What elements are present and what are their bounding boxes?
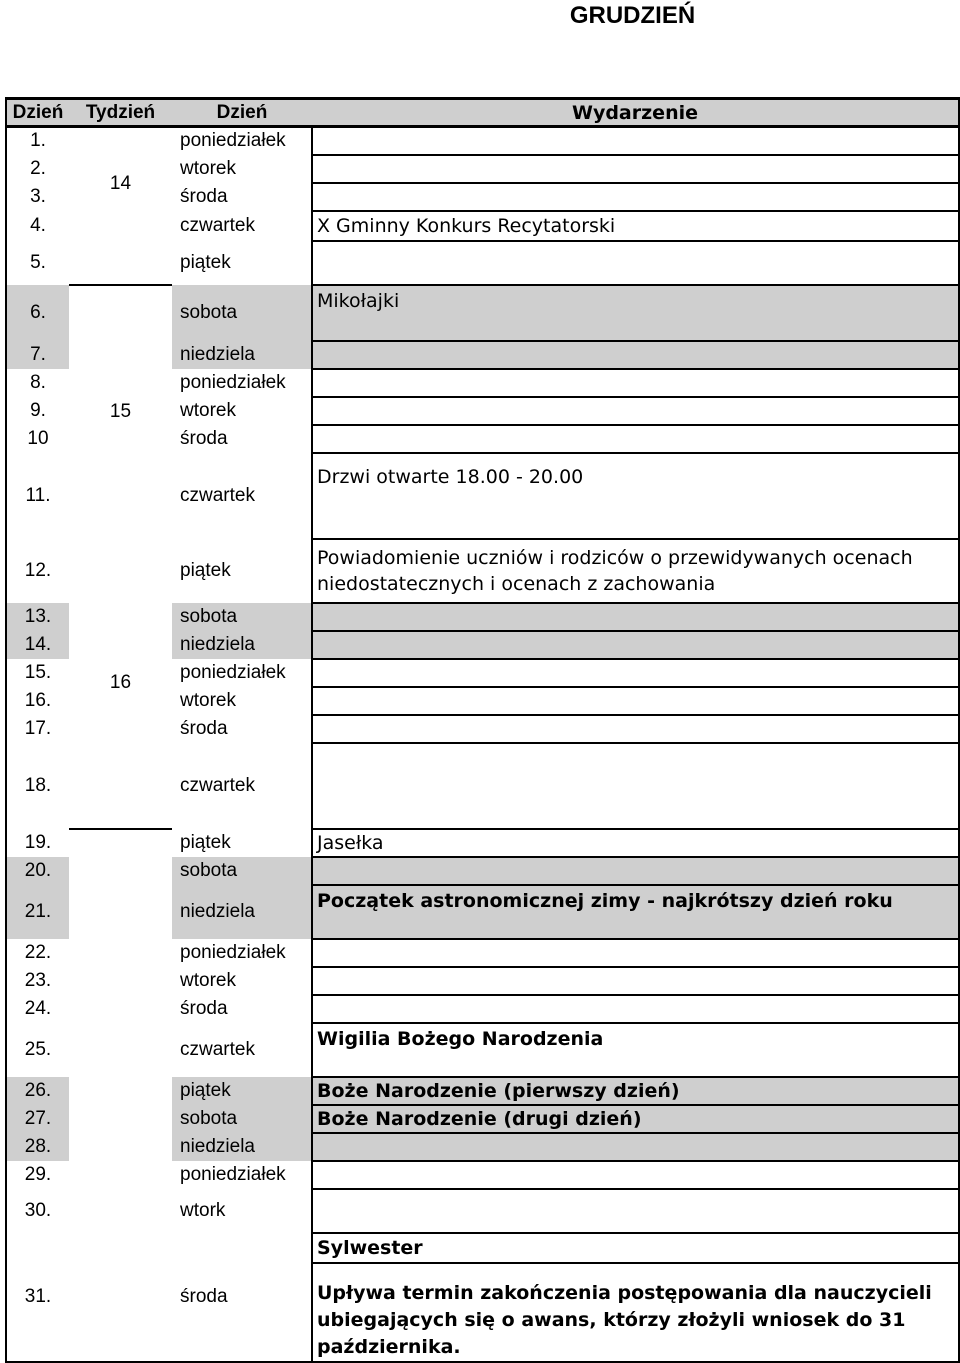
event-cell-31 <box>312 1233 959 1362</box>
day-number: 2. <box>30 157 46 179</box>
table-row <box>6 539 959 603</box>
day-number: 11. <box>25 484 51 506</box>
day-name: wtorek <box>180 399 236 421</box>
event-cell: Jasełka <box>312 829 959 857</box>
day-number: 17. <box>24 717 52 739</box>
day-name: niedziela <box>172 631 312 659</box>
header-event: Wydarzenie <box>312 99 959 127</box>
day-number: 23. <box>24 969 52 991</box>
day-name: poniedziałek <box>180 661 286 683</box>
day-name: poniedziałek <box>180 371 286 393</box>
event-cell <box>312 631 959 659</box>
day-number: 20. <box>6 857 69 885</box>
event-cell <box>312 743 959 829</box>
day-name: czwartek <box>180 1038 255 1060</box>
day-name: wtorek <box>180 689 236 711</box>
day-number: 16. <box>24 689 52 711</box>
day-name: środa <box>180 185 228 207</box>
day-number: 31. <box>24 1285 52 1307</box>
day-number: 10 <box>27 427 49 449</box>
day-number: 25. <box>24 1038 52 1060</box>
day-name: czwartek <box>180 214 255 236</box>
day-number: 5. <box>30 251 46 273</box>
day-number: 22. <box>24 941 52 963</box>
week-number: 16 <box>69 539 172 829</box>
header-week: Tydzień <box>69 99 172 127</box>
day-name: piątek <box>180 251 231 273</box>
header-day: Dzień <box>6 99 69 127</box>
event-cell <box>312 369 959 397</box>
day-number: 29. <box>24 1163 52 1185</box>
event-cell <box>312 425 959 453</box>
day-number: 4. <box>30 214 46 236</box>
event-cell: Boże Narodzenie (pierwszy dzień) <box>312 1077 959 1105</box>
event-cell <box>312 659 959 687</box>
day-number: 26. <box>6 1077 69 1105</box>
day-name: środa <box>180 997 228 1019</box>
calendar-table <box>5 97 960 1363</box>
day-name: czwartek <box>180 774 255 796</box>
day-name: sobota <box>172 857 312 885</box>
event-cell <box>312 603 959 631</box>
day-name: poniedziałek <box>180 130 286 152</box>
day-number: 12. <box>24 559 52 581</box>
day-name: poniedziałek <box>180 941 286 963</box>
table-row <box>6 241 959 285</box>
day-name: sobota <box>172 1105 312 1133</box>
day-number: 24. <box>24 997 52 1019</box>
day-name: czwartek <box>180 484 255 506</box>
day-number: 21. <box>6 885 69 939</box>
event-cell: Boże Narodzenie (drugi dzień) <box>312 1105 959 1133</box>
day-name: piątek <box>180 831 231 853</box>
day-name: wtorek <box>180 969 236 991</box>
event-cell <box>312 155 959 183</box>
day-number: 28. <box>6 1133 69 1161</box>
day-name: wtorek <box>180 157 236 179</box>
event-cell <box>312 715 959 743</box>
header-row <box>6 99 959 127</box>
event-awans: Upływa termin zakończenia postępowania dla nauczycieli ubiegających się o awans, którzy złożyli wniosek do 31 października. <box>317 1281 932 1358</box>
event-cell <box>312 687 959 715</box>
week-spacer <box>69 241 172 285</box>
event-cell: Drzwi otwarte 18.00 - 20.00 <box>312 453 959 539</box>
event-cell <box>312 127 959 155</box>
event-cell <box>312 967 959 995</box>
day-number: 1. <box>30 130 46 152</box>
day-number: 30. <box>24 1199 52 1221</box>
day-number: 6. <box>6 285 69 341</box>
day-name: niedziela <box>172 341 312 369</box>
day-name: środa <box>180 1285 228 1307</box>
page-title: GRUDZIEŃ <box>569 2 696 29</box>
event-cell <box>312 241 959 285</box>
event-cell: X Gminny Konkurs Recytatorski <box>312 211 959 241</box>
day-number: 7. <box>6 341 69 369</box>
week-number: 14 <box>69 127 172 241</box>
day-number: 18. <box>24 774 52 796</box>
event-cell <box>312 341 959 369</box>
header-dayname: Dzień <box>172 99 312 127</box>
event-cell <box>312 1161 959 1189</box>
table-row <box>6 1077 959 1105</box>
day-number: 15. <box>24 661 52 683</box>
event-cell <box>312 939 959 967</box>
table-row <box>6 285 959 341</box>
event-cell <box>312 1133 959 1161</box>
day-name: sobota <box>172 285 312 341</box>
day-name: piątek <box>172 1077 312 1105</box>
week-spacer <box>69 829 172 1077</box>
day-number: 19. <box>24 831 52 853</box>
day-name: poniedziałek <box>180 1163 286 1185</box>
event-cell: Początek astronomicznej zimy - najkrótszy dzień roku <box>312 885 959 939</box>
event-sylwester: Sylwester <box>313 1234 958 1264</box>
day-number: 27. <box>6 1105 69 1133</box>
day-number: 13. <box>6 603 69 631</box>
table-row <box>6 127 959 155</box>
day-name: środa <box>180 427 228 449</box>
event-cell <box>312 1189 959 1233</box>
day-name: piątek <box>180 559 231 581</box>
event-cell: Wigilia Bożego Narodzenia <box>312 1023 959 1077</box>
day-name: sobota <box>172 603 312 631</box>
day-name: środa <box>180 717 228 739</box>
event-cell: Powiadomienie uczniów i rodziców o przewidywanych ocenach niedostatecznych i ocenach z zachowania <box>312 539 959 603</box>
event-cell <box>312 995 959 1023</box>
day-number: 14. <box>6 631 69 659</box>
event-cell: Mikołajki <box>312 285 959 341</box>
day-number: 8. <box>30 371 46 393</box>
event-cell <box>312 857 959 885</box>
day-name: wtork <box>180 1199 226 1221</box>
week-spacer <box>69 1077 172 1362</box>
day-name: niedziela <box>172 885 312 939</box>
week-number: 15 <box>69 285 172 539</box>
day-number: 9. <box>30 399 46 421</box>
day-number: 3. <box>30 185 46 207</box>
day-name: niedziela <box>172 1133 312 1161</box>
event-cell <box>312 397 959 425</box>
event-cell <box>312 183 959 211</box>
table-row <box>6 829 959 857</box>
